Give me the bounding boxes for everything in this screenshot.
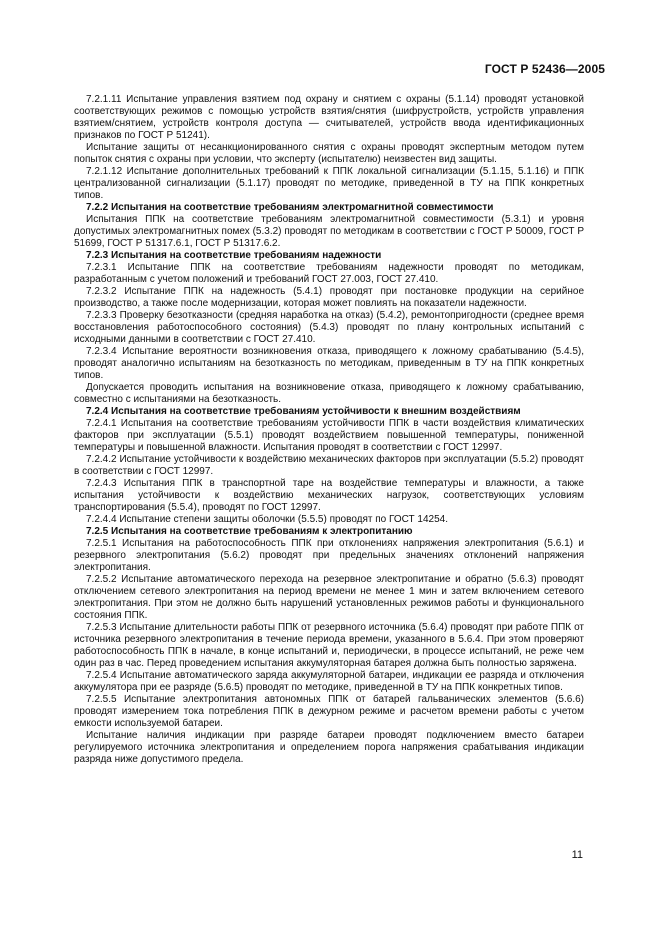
paragraph: 7.2.4.4 Испытание степени защиты оболочки (5.5.5) проводят по ГОСТ 14254. [86, 514, 449, 525]
paragraph: 7.2.1.11 Испытание управления взятием под охрану и снятием с охраны (5.1.14) проводят установкой соответствующих режимов с помощью устройств взятия/снятия (шифрустройств, устройств управления взятием/снятием, устройств контроля доступа — считывателей, устройств ввода идентификационных признаков по ГОСТ Р 51241). [74, 94, 584, 141]
paragraph: 7.2.5.5 Испытание электропитания автономных ППК от батарей гальванических элементов (5.6.6) проводят измерением тока потребления ППК в дежурном режиме и расчетом времени работы с учетом емкости используемой батареи. [74, 694, 584, 729]
paragraph: 7.2.4.2 Испытание устойчивости к воздействию механических факторов при эксплуатации (5.5.2) проводят в соответствии с ГОСТ 12997. [74, 454, 584, 477]
section-heading: 7.2.2 Испытания на соответствие требованиям электромагнитной совместимости [86, 202, 494, 213]
paragraph: 7.2.1.12 Испытание дополнительных требований к ППК локальной сигнализации (5.1.15, 5.1.16) и ППК централизованной сигнализации (5.1.17) проводят по методике, приведенной в ТУ на ППК конкретных типов. [74, 166, 584, 201]
paragraph: 7.2.3.2 Испытание ППК на надежность (5.4.1) проводят при постановке продукции на серийное производство, а также после модернизации, которая может повлиять на показатели надежности. [74, 286, 584, 309]
paragraph: Допускается проводить испытания на возникновение отказа, приводящего к ложному срабатыванию, совместно с испытаниями на безотказность. [74, 382, 584, 405]
paragraph: 7.2.5.3 Испытание длительности работы ППК от резервного источника (5.6.4) проводят при работе ППК от источника резервного электропитания в течение периода времени, указанного в 5.6.4. При этом проверяют работоспособность ППК в начале, в конце испытаний и, периодически, в процессе испытаний, не реже чем один раз в час. Перед проведением испытания аккумуляторная батарея должна быть полностью заряжена. [74, 622, 584, 669]
document-header: ГОСТ Р 52436—2005 [484, 62, 605, 76]
paragraph: 7.2.4.1 Испытания на соответствие требованиям устойчивости ППК в части воздействия климатических факторов при эксплуатации (5.5.1) проводят воздействием повышенной температуры, пониженной температуры и повышенной влажности. Испытания проводят в соответствии с ГОСТ 12997. [74, 418, 584, 453]
paragraph: 7.2.4.3 Испытания ППК в транспортной таре на воздействие температуры и влажности, а также испытания устойчивости к воздействию механических нагрузок, соответствующих условиям транспортирования (5.5.4), проводят по ГОСТ 12997. [74, 478, 584, 513]
section-heading: 7.2.5 Испытания на соответствие требованиям к электропитанию [86, 526, 413, 537]
paragraph: 7.2.3.4 Испытание вероятности возникновения отказа, приводящего к ложному срабатыванию (5.4.5), проводят аналогично испытаниям на безотказность по методикам, приведенным в ТУ на ППК конкретных типов. [74, 346, 584, 381]
paragraph: Испытание наличия индикации при разряде батареи проводят подключением вместо батареи регулируемого источника электропитания и определением порога напряжения срабатывания индикации разряда ниже допустимого предела. [74, 730, 584, 765]
paragraph: 7.2.3.1 Испытание ППК на соответствие требованиям надежности проводят по методикам, разработанным с учетом положений и требований ГОСТ 27.003, ГОСТ 27.410. [74, 262, 584, 285]
paragraph: 7.2.5.1 Испытания на работоспособность ППК при отклонениях напряжения электропитания (5.6.1) и резервного электропитания (5.6.2) проводят при предельных значениях отклонений напряжения электропитания. [74, 538, 584, 573]
document-body [74, 94, 584, 766]
paragraph: 7.2.5.2 Испытание автоматического перехода на резервное электропитание и обратно (5.6.3) проводят отключением сетевого электропитания на период времени не менее 1 мин и затем включением сетевого электропитания. При этом не должно быть нарушений установленных режимов работы и функционального состояния ППК. [74, 574, 584, 621]
section-heading: 7.2.4 Испытания на соответствие требованиям устойчивости к внешним воздействиям [86, 406, 521, 417]
paragraph: 7.2.3.3 Проверку безотказности (средняя наработка на отказ) (5.4.2), ремонтопригодности (среднее время восстановления работоспособного состояния) (5.4.3) проводят по плану контрольных испытаний с исходными данными в соответствии с ГОСТ 27.410. [74, 310, 584, 345]
paragraph: 7.2.5.4 Испытание автоматического заряда аккумуляторной батареи, индикации ее разряда и отключения аккумулятора при ее разряде (5.6.5) проводят по методике, приведенной в ТУ на ППК конкретных типов. [74, 670, 584, 693]
paragraph: Испытание защиты от несанкционированного снятия с охраны проводят экспертным методом путем попыток снятия с охраны при условии, что эксперту (испытателю) неизвестен вид защиты. [74, 142, 584, 165]
page-number: 11 [571, 849, 583, 861]
section-heading: 7.2.3 Испытания на соответствие требованиям надежности [86, 250, 382, 261]
paragraph: Испытания ППК на соответствие требованиям электромагнитной совместимости (5.3.1) и уровня допустимых электромагнитных помех (5.3.2) проводят по методикам в соответствии с ГОСТ Р 50009, ГОСТ Р 51699, ГОСТ Р 51317.6.1, ГОСТ Р 51317.6.2. [74, 214, 584, 249]
